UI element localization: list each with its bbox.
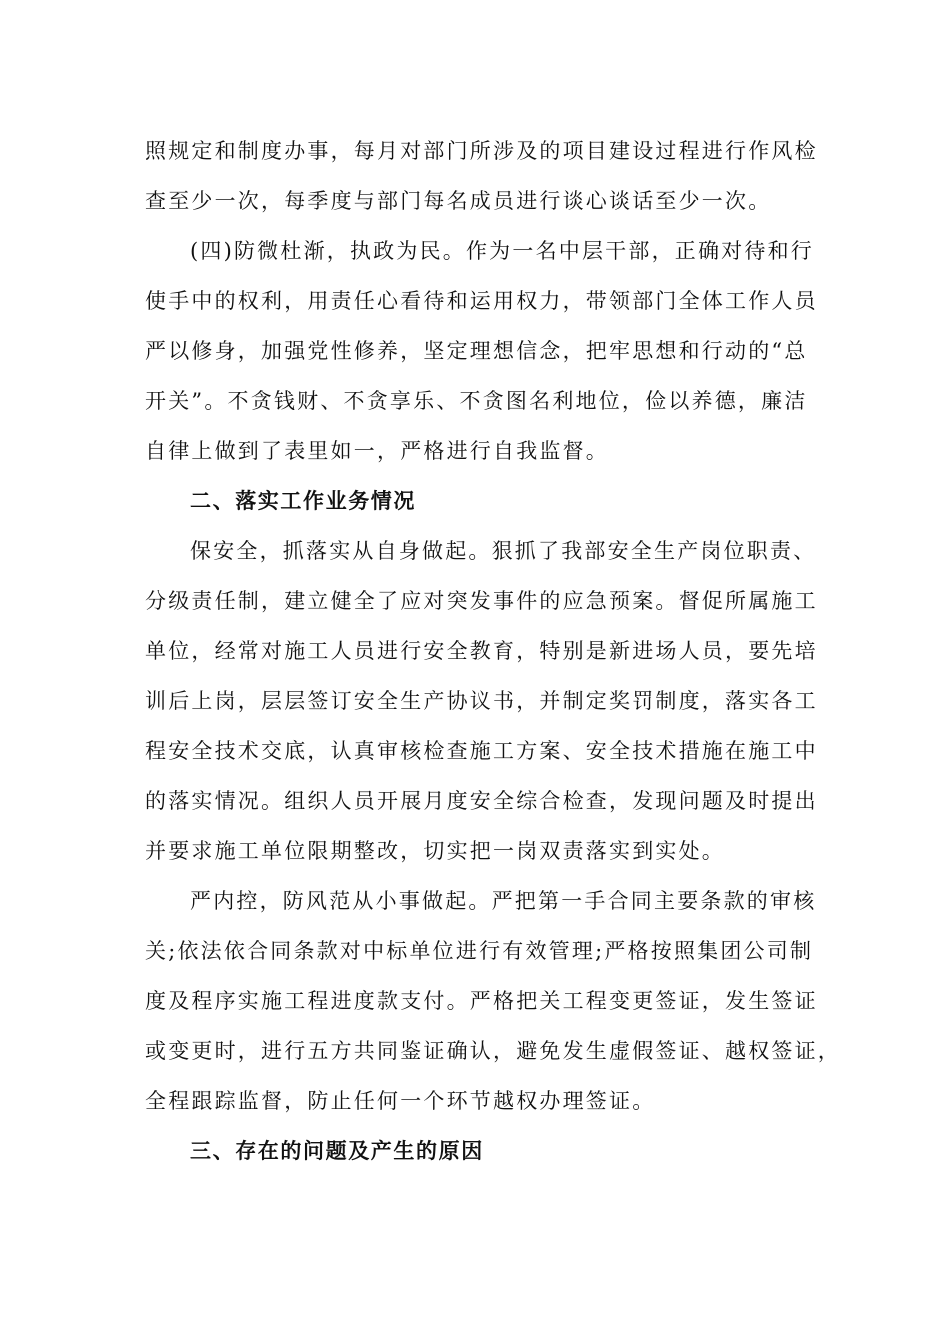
- body-text-line: 或变更时，进行五方共同鉴证确认，避免发生虚假签证、越权签证，: [145, 1039, 841, 1063]
- section-heading: 三、存在的问题及产生的原因: [190, 1138, 484, 1163]
- body-text-line: 的落实情况。组织人员开展月度安全综合检查，发现问题及时提出: [145, 789, 818, 813]
- body-text-line: 严以修身，加强党性修养，坚定理想信念，把牢思想和行动的“总: [145, 339, 808, 363]
- body-text-line: 自律上做到了表里如一，严格进行自我监督。: [145, 439, 609, 463]
- body-text-line: 查至少一次，每季度与部门每名成员进行谈心谈话至少一次。: [145, 189, 772, 213]
- section-heading: 二、落实工作业务情况: [190, 488, 416, 513]
- body-text-line: 训后上岗，层层签订安全生产协议书，并制定奖罚制度，落实各工: [145, 689, 818, 713]
- paragraph-first-line: 保安全，抓落实从自身做起。狠抓了我部安全生产岗位职责、: [190, 539, 817, 563]
- body-text-line: 关;依法依合同条款对中标单位进行有效管理;严格按照集团公司制: [145, 939, 814, 963]
- body-text-line: 分级责任制，建立健全了应对突发事件的应急预案。督促所属施工: [145, 589, 818, 613]
- body-text-line: 开关”。不贪钱财、不贪享乐、不贪图名利地位，俭以养德，廉洁: [145, 389, 808, 413]
- body-text-line: 程安全技术交底，认真审核检查施工方案、安全技术措施在施工中: [145, 739, 818, 763]
- body-text-line: 度及程序实施工程进度款支付。严格把关工程变更签证，发生签证: [145, 989, 818, 1013]
- paragraph-first-line: 严内控，防风范从小事做起。严把第一手合同主要条款的审核: [190, 889, 817, 913]
- paragraph-first-line: (四)防微杜渐，执政为民。作为一名中层干部，正确对待和行: [190, 239, 814, 263]
- body-text-line: 单位，经常对施工人员进行安全教育，特别是新进场人员，要先培: [145, 639, 818, 663]
- body-text-line: 全程跟踪监督，防止任何一个环节越权办理签证。: [145, 1089, 656, 1113]
- body-text-line: 使手中的权利，用责任心看待和运用权力，带领部门全体工作人员: [145, 289, 818, 313]
- body-text-line: 并要求施工单位限期整改，切实把一岗双责落实到实处。: [145, 839, 725, 863]
- body-text-line: 照规定和制度办事，每月对部门所涉及的项目建设过程进行作风检: [145, 139, 818, 163]
